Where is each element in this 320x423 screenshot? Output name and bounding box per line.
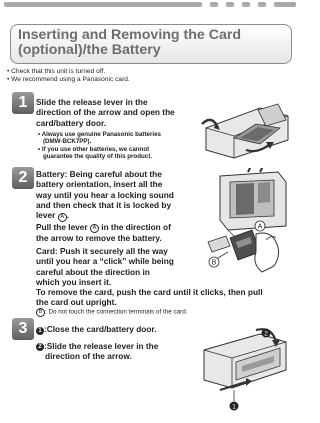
camera-open-door-illustration bbox=[200, 94, 292, 160]
step-2-line: battery orientation, insert all the bbox=[36, 179, 163, 190]
battery-card-insert-illustration bbox=[200, 168, 292, 276]
lever-period: . bbox=[66, 210, 69, 221]
step-2-card-line: To remove the card, push the card until it clicks, then pull bbox=[36, 287, 263, 298]
step-2-card-line: which you insert it. bbox=[36, 276, 112, 287]
intro-notes bbox=[7, 68, 130, 84]
step-1-note: (DMW-BCK7PP). bbox=[43, 138, 92, 146]
step-2-line: way until you hear a locking sound bbox=[36, 189, 174, 200]
step-1-notes bbox=[38, 131, 161, 160]
step-1-line: card/battery door. bbox=[36, 117, 107, 128]
top-bar-segment bbox=[274, 2, 296, 7]
step-1-number: 1 bbox=[12, 92, 34, 114]
step-2-line: and then check that it is locked by bbox=[36, 199, 172, 210]
svg-text:1: 1 bbox=[232, 403, 236, 411]
marker-a: A bbox=[90, 224, 99, 233]
step-2-number: 2 bbox=[12, 167, 34, 189]
top-bar-segment bbox=[210, 2, 218, 7]
camera-close-door-illustration bbox=[196, 320, 292, 418]
footnote-text: : Do not touch the connection terminals of the card. bbox=[45, 308, 188, 316]
step-1-line: direction of the arrow and open the bbox=[36, 107, 175, 118]
step-3-number: 3 bbox=[12, 318, 34, 340]
top-bar-segment bbox=[242, 2, 250, 7]
step-3-line: direction of the arrow. bbox=[45, 351, 132, 361]
page-top-bar bbox=[4, 2, 296, 7]
top-bar-segment bbox=[4, 2, 202, 7]
title-line: Inserting and Removing the Card bbox=[18, 27, 242, 43]
step-2-card-line: Card: Push it securely all the way bbox=[36, 246, 168, 256]
top-bar-segment bbox=[226, 2, 234, 7]
step-3-instruction bbox=[36, 324, 158, 361]
svg-text:A: A bbox=[257, 223, 263, 231]
top-bar-segment bbox=[258, 2, 266, 7]
step-2-line bbox=[36, 210, 174, 222]
step-2-card-line: careful about the direction in bbox=[36, 266, 150, 277]
svg-text:2: 2 bbox=[264, 330, 268, 338]
title-line: (optional)/the Battery bbox=[18, 42, 161, 58]
svg-text:B: B bbox=[211, 259, 217, 267]
step-2-card-line: the card out upright. bbox=[36, 297, 117, 308]
step-1-note: • Always use genuine Panasonic batteries bbox=[38, 131, 161, 138]
step-3-line bbox=[36, 341, 158, 352]
step-2-battery-instruction bbox=[36, 169, 174, 243]
intro-note: • Check that this unit is turned off. bbox=[7, 68, 106, 75]
step-3-line-1-text: :Close the card/battery door. bbox=[44, 324, 157, 334]
step-1-line: Slide the release lever in the bbox=[36, 97, 148, 107]
step-2-line: Battery: Being careful about the bbox=[36, 169, 162, 179]
step-1-instruction bbox=[36, 97, 175, 128]
step-1-note: • If you use other batteries, we cannot bbox=[38, 145, 150, 153]
marker-b: B bbox=[36, 308, 45, 317]
step-3-line bbox=[36, 324, 158, 335]
pull-suffix: in the direction of bbox=[98, 221, 171, 232]
pull-prefix: Pull the lever bbox=[36, 221, 90, 232]
marker-2: 2 bbox=[36, 343, 44, 351]
marker-1: 1 bbox=[36, 327, 44, 335]
step-2-card-line: until you hear a “click” while being bbox=[36, 256, 174, 267]
intro-note: • We recommend using a Panasonic card. bbox=[7, 76, 130, 84]
step-2-line: the arrow to remove the battery. bbox=[36, 233, 162, 244]
marker-a: A bbox=[58, 213, 67, 222]
step-1-note: guarantee the quality of this product. bbox=[43, 152, 152, 160]
step-2-footnote bbox=[36, 308, 187, 317]
step-2-line bbox=[36, 222, 174, 234]
page-title bbox=[18, 28, 288, 58]
lever-word: lever bbox=[36, 210, 58, 221]
step-3-line-2-text: :Slide the release lever in the bbox=[44, 340, 159, 351]
